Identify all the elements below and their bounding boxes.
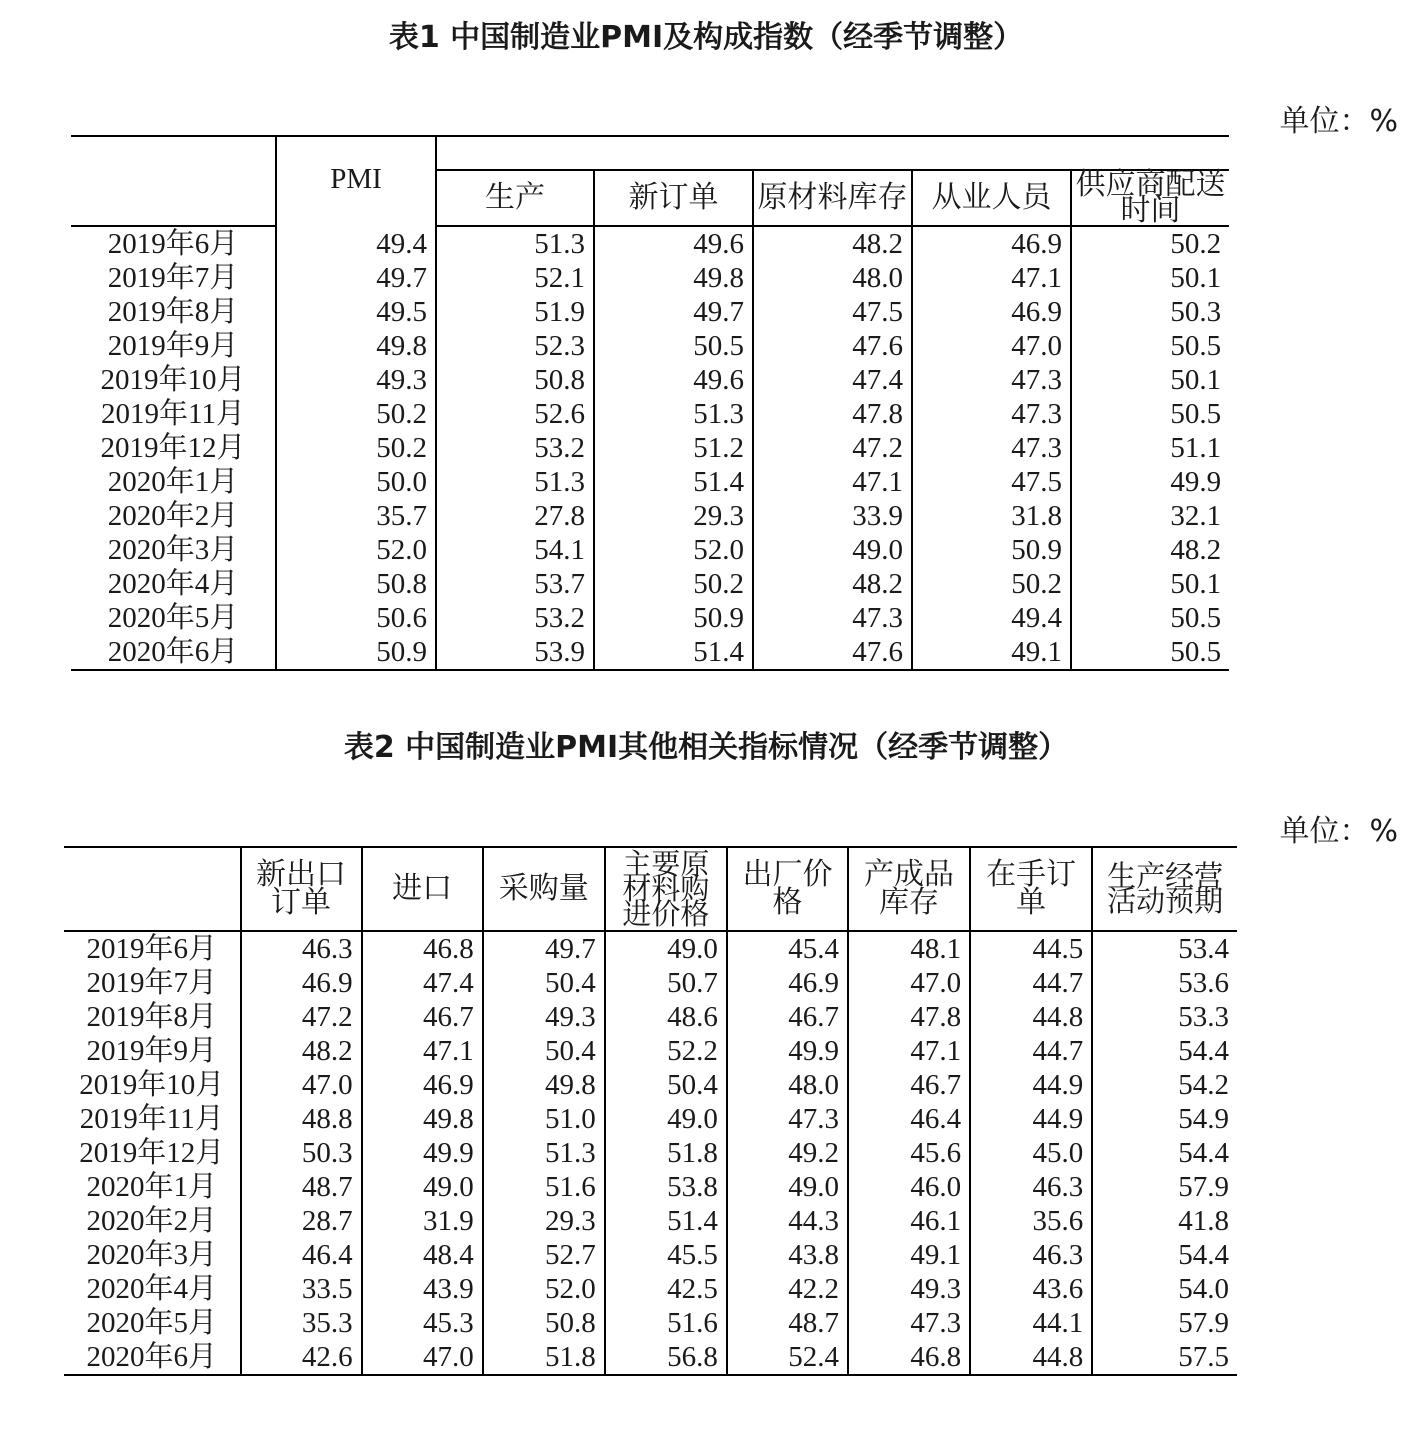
table1-cell: 48.0 bbox=[753, 261, 912, 295]
table1-cell: 47.5 bbox=[753, 295, 912, 329]
table1-cell: 31.8 bbox=[912, 499, 1071, 533]
table1-row bbox=[71, 567, 1229, 601]
table1-month: 2019年10月 bbox=[100, 364, 246, 396]
table1-row bbox=[71, 635, 1229, 670]
table2-cell: 48.2 bbox=[241, 1034, 362, 1068]
table2-cell: 49.1 bbox=[848, 1238, 970, 1272]
table2-cell: 51.4 bbox=[605, 1204, 727, 1238]
table1-header-1: 新订单 bbox=[594, 170, 753, 226]
table1-cell: 49.1 bbox=[912, 635, 1071, 670]
table1-cell: 47.3 bbox=[912, 397, 1071, 431]
table1-cell: 52.1 bbox=[436, 261, 594, 295]
table1-cell: 50.2 bbox=[276, 397, 436, 431]
table1-month: 2020年2月 bbox=[107, 500, 239, 532]
table1-cell: 49.3 bbox=[276, 363, 436, 397]
table1-corner-top bbox=[71, 136, 276, 170]
table1-cell: 50.1 bbox=[1071, 363, 1229, 397]
table2-month: 2020年2月 bbox=[86, 1205, 217, 1237]
table1-row bbox=[71, 329, 1229, 363]
table1-cell: 51.3 bbox=[436, 465, 594, 499]
table2-cell: 43.9 bbox=[362, 1272, 483, 1306]
table1-month: 2020年1月 bbox=[107, 466, 239, 498]
table2-cell: 49.0 bbox=[605, 1102, 727, 1136]
table1-cell: 47.6 bbox=[753, 329, 912, 363]
table2-row bbox=[64, 1306, 1237, 1340]
table1-cell: 47.5 bbox=[912, 465, 1071, 499]
table2-cell: 47.0 bbox=[848, 966, 970, 1000]
table2 bbox=[64, 846, 1237, 1376]
table2-cell: 29.3 bbox=[483, 1204, 605, 1238]
table1-cell: 47.0 bbox=[912, 329, 1071, 363]
table2-cell: 50.4 bbox=[483, 966, 605, 1000]
table2-cell: 47.4 bbox=[362, 966, 483, 1000]
table2-header-6: 在手订单 bbox=[970, 847, 1092, 931]
table2-cell: 42.6 bbox=[241, 1340, 362, 1375]
table2-row bbox=[64, 1340, 1237, 1375]
table2-cell: 49.2 bbox=[727, 1136, 848, 1170]
table2-unit: 单位：% bbox=[1279, 814, 1398, 849]
table2-cell: 44.1 bbox=[970, 1306, 1092, 1340]
table2-cell: 48.7 bbox=[241, 1170, 362, 1204]
table2-cell: 41.8 bbox=[1092, 1204, 1237, 1238]
table2-row bbox=[64, 966, 1237, 1000]
table2-cell: 46.9 bbox=[241, 966, 362, 1000]
table2-header-7: 生产经营活动预期 bbox=[1092, 847, 1237, 931]
table1-cell: 49.6 bbox=[594, 226, 753, 261]
table1-cell: 50.1 bbox=[1071, 261, 1229, 295]
table1-cell: 48.2 bbox=[1071, 533, 1229, 567]
table2-cell: 53.6 bbox=[1092, 966, 1237, 1000]
table2-cell: 57.9 bbox=[1092, 1170, 1237, 1204]
table2-cell: 54.4 bbox=[1092, 1136, 1237, 1170]
table1-cell: 47.4 bbox=[753, 363, 912, 397]
table1-cell: 50.9 bbox=[912, 533, 1071, 567]
table1-cell: 46.9 bbox=[912, 226, 1071, 261]
table2-row bbox=[64, 1238, 1237, 1272]
table2-row bbox=[64, 1170, 1237, 1204]
table1 bbox=[71, 135, 1229, 671]
table2-cell: 48.8 bbox=[241, 1102, 362, 1136]
table1-month: 2020年4月 bbox=[107, 568, 239, 600]
table2-cell: 46.9 bbox=[362, 1068, 483, 1102]
table2-month: 2020年5月 bbox=[86, 1307, 217, 1339]
table2-header-0: 新出口订单 bbox=[241, 847, 362, 931]
table1-month: 2019年11月 bbox=[101, 398, 245, 430]
table2-cell: 45.6 bbox=[848, 1136, 970, 1170]
table2-cell: 46.4 bbox=[241, 1238, 362, 1272]
table1-header-3: 从业人员 bbox=[912, 170, 1071, 226]
table2-cell: 57.5 bbox=[1092, 1340, 1237, 1375]
table1-cell: 49.8 bbox=[594, 261, 753, 295]
table1-month: 2019年8月 bbox=[107, 296, 239, 328]
table1-month: 2019年12月 bbox=[100, 432, 246, 464]
table1-cell: 51.1 bbox=[1071, 431, 1229, 465]
table2-row bbox=[64, 931, 1237, 966]
table1-cell: 47.8 bbox=[753, 397, 912, 431]
table2-cell: 47.8 bbox=[848, 1000, 970, 1034]
table2-cell: 50.8 bbox=[483, 1306, 605, 1340]
table1-cell: 52.6 bbox=[436, 397, 594, 431]
table1-cell: 49.7 bbox=[594, 295, 753, 329]
table1-cell: 48.2 bbox=[753, 226, 912, 261]
table2-row bbox=[64, 1136, 1237, 1170]
table2-cell: 51.6 bbox=[605, 1306, 727, 1340]
table1-cell: 50.1 bbox=[1071, 567, 1229, 601]
table1-cell: 50.2 bbox=[912, 567, 1071, 601]
table1-row bbox=[71, 295, 1229, 329]
table2-cell: 54.9 bbox=[1092, 1102, 1237, 1136]
table2-cell: 46.7 bbox=[848, 1068, 970, 1102]
table2-cell: 31.9 bbox=[362, 1204, 483, 1238]
table1-cell: 46.9 bbox=[912, 295, 1071, 329]
table2-cell: 44.7 bbox=[970, 966, 1092, 1000]
table1-cell: 49.6 bbox=[594, 363, 753, 397]
table2-cell: 43.6 bbox=[970, 1272, 1092, 1306]
table1-row bbox=[71, 533, 1229, 567]
table1-title: 表1 中国制造业PMI及构成指数（经季节调整） bbox=[388, 20, 1024, 55]
table1-cell: 48.2 bbox=[753, 567, 912, 601]
table1-month: 2020年5月 bbox=[107, 602, 239, 634]
table1-cell: 54.1 bbox=[436, 533, 594, 567]
table1-cell: 50.3 bbox=[1071, 295, 1229, 329]
table2-month: 2020年6月 bbox=[64, 1340, 241, 1375]
table2-cell: 46.7 bbox=[362, 1000, 483, 1034]
table2-month: 2020年3月 bbox=[86, 1239, 217, 1271]
table2-cell: 49.0 bbox=[727, 1170, 848, 1204]
table2-cell: 47.3 bbox=[727, 1102, 848, 1136]
table2-cell: 44.7 bbox=[970, 1034, 1092, 1068]
table1-cell: 50.6 bbox=[276, 601, 436, 635]
table2-cell: 49.3 bbox=[848, 1272, 970, 1306]
table2-cell: 51.0 bbox=[483, 1102, 605, 1136]
table2-cell: 52.7 bbox=[483, 1238, 605, 1272]
table1-header-group bbox=[436, 136, 1229, 170]
table1-cell: 47.3 bbox=[912, 363, 1071, 397]
table1-row bbox=[71, 261, 1229, 295]
table1-cell: 50.2 bbox=[1071, 226, 1229, 261]
table2-cell: 48.0 bbox=[727, 1068, 848, 1102]
table2-cell: 49.8 bbox=[362, 1102, 483, 1136]
table2-month: 2019年10月 bbox=[79, 1069, 225, 1101]
table1-row bbox=[71, 226, 1229, 261]
table2-cell: 45.4 bbox=[727, 931, 848, 966]
table1-cell: 50.8 bbox=[436, 363, 594, 397]
table1-row bbox=[71, 397, 1229, 431]
table2-cell: 54.0 bbox=[1092, 1272, 1237, 1306]
table1-cell: 29.3 bbox=[594, 499, 753, 533]
table2-cell: 49.9 bbox=[362, 1136, 483, 1170]
table2-month: 2020年4月 bbox=[86, 1273, 217, 1305]
table1-cell: 49.4 bbox=[276, 226, 436, 261]
table2-header-3: 主要原材料购进价格 bbox=[605, 847, 727, 931]
table1-cell: 50.2 bbox=[276, 431, 436, 465]
table1-cell: 47.1 bbox=[753, 465, 912, 499]
table2-cell: 46.3 bbox=[970, 1238, 1092, 1272]
table2-cell: 49.0 bbox=[605, 931, 727, 966]
table1-cell: 51.3 bbox=[594, 397, 753, 431]
table2-header-5: 产成品库存 bbox=[848, 847, 970, 931]
table1-cell: 51.9 bbox=[436, 295, 594, 329]
table1-cell: 52.0 bbox=[276, 533, 436, 567]
table1-cell: 50.5 bbox=[594, 329, 753, 363]
table2-cell: 42.2 bbox=[727, 1272, 848, 1306]
table1-month: 2020年6月 bbox=[71, 635, 276, 670]
table2-cell: 52.0 bbox=[483, 1272, 605, 1306]
table2-cell: 50.4 bbox=[483, 1034, 605, 1068]
table1-corner bbox=[71, 170, 276, 226]
table2-cell: 49.9 bbox=[727, 1034, 848, 1068]
table2-cell: 44.9 bbox=[970, 1102, 1092, 1136]
table2-row bbox=[64, 1272, 1237, 1306]
table2-cell: 51.3 bbox=[483, 1136, 605, 1170]
table1-cell: 50.8 bbox=[276, 567, 436, 601]
table2-cell: 51.8 bbox=[605, 1136, 727, 1170]
table2-month: 2019年7月 bbox=[86, 967, 217, 999]
table2-cell: 50.4 bbox=[605, 1068, 727, 1102]
table2-corner bbox=[64, 847, 241, 931]
table2-cell: 44.9 bbox=[970, 1068, 1092, 1102]
table1-row bbox=[71, 431, 1229, 465]
table2-cell: 47.0 bbox=[241, 1068, 362, 1102]
table2-row bbox=[64, 1204, 1237, 1238]
table2-cell: 53.8 bbox=[605, 1170, 727, 1204]
table1-cell: 33.9 bbox=[753, 499, 912, 533]
table1-cell: 49.7 bbox=[276, 261, 436, 295]
table2-cell: 53.3 bbox=[1092, 1000, 1237, 1034]
table2-cell: 50.7 bbox=[605, 966, 727, 1000]
table2-cell: 28.7 bbox=[241, 1204, 362, 1238]
table1-cell: 53.2 bbox=[436, 431, 594, 465]
table2-cell: 46.9 bbox=[727, 966, 848, 1000]
table2-cell: 49.8 bbox=[483, 1068, 605, 1102]
table1-month: 2019年6月 bbox=[107, 228, 239, 260]
table1-cell: 50.0 bbox=[276, 465, 436, 499]
table2-cell: 56.8 bbox=[605, 1340, 727, 1375]
table1-cell: 49.0 bbox=[753, 533, 912, 567]
table1-cell: 35.7 bbox=[276, 499, 436, 533]
table1-month: 2019年7月 bbox=[107, 262, 239, 294]
table1-header-pmi: PMI bbox=[276, 136, 436, 226]
table2-cell: 48.7 bbox=[727, 1306, 848, 1340]
table1-row bbox=[71, 499, 1229, 533]
table2-cell: 54.4 bbox=[1092, 1238, 1237, 1272]
table1-cell: 53.7 bbox=[436, 567, 594, 601]
table2-cell: 57.9 bbox=[1092, 1306, 1237, 1340]
table2-cell: 51.8 bbox=[483, 1340, 605, 1375]
table2-header-1: 进口 bbox=[362, 847, 483, 931]
table1-cell: 49.4 bbox=[912, 601, 1071, 635]
table2-cell: 51.6 bbox=[483, 1170, 605, 1204]
table1-cell: 47.6 bbox=[753, 635, 912, 670]
table2-cell: 44.3 bbox=[727, 1204, 848, 1238]
table2-cell: 47.2 bbox=[241, 1000, 362, 1034]
table2-cell: 54.2 bbox=[1092, 1068, 1237, 1102]
table2-cell: 46.8 bbox=[362, 931, 483, 966]
table2-cell: 35.3 bbox=[241, 1306, 362, 1340]
table2-cell: 46.3 bbox=[970, 1170, 1092, 1204]
table2-month: 2019年6月 bbox=[86, 933, 217, 965]
table2-month: 2019年8月 bbox=[86, 1001, 217, 1033]
table1-cell: 32.1 bbox=[1071, 499, 1229, 533]
table1-header-0: 生产 bbox=[436, 170, 594, 226]
table2-row bbox=[64, 1034, 1237, 1068]
table2-cell: 46.1 bbox=[848, 1204, 970, 1238]
table2-cell: 54.4 bbox=[1092, 1034, 1237, 1068]
table2-cell: 35.6 bbox=[970, 1204, 1092, 1238]
table2-row bbox=[64, 1068, 1237, 1102]
table2-cell: 52.4 bbox=[727, 1340, 848, 1375]
table2-cell: 44.8 bbox=[970, 1000, 1092, 1034]
table2-cell: 47.0 bbox=[362, 1340, 483, 1375]
table1-cell: 51.3 bbox=[436, 226, 594, 261]
table1-cell: 47.1 bbox=[912, 261, 1071, 295]
table1-cell: 52.0 bbox=[594, 533, 753, 567]
table2-cell: 45.0 bbox=[970, 1136, 1092, 1170]
table1-row bbox=[71, 601, 1229, 635]
table1-cell: 51.4 bbox=[594, 465, 753, 499]
table2-cell: 49.3 bbox=[483, 1000, 605, 1034]
table1-cell: 53.2 bbox=[436, 601, 594, 635]
table2-cell: 52.2 bbox=[605, 1034, 727, 1068]
table1-cell: 50.9 bbox=[276, 635, 436, 670]
table1-cell: 50.5 bbox=[1071, 397, 1229, 431]
table2-cell: 48.1 bbox=[848, 931, 970, 966]
table1-cell: 50.9 bbox=[594, 601, 753, 635]
table2-cell: 48.6 bbox=[605, 1000, 727, 1034]
table1-cell: 53.9 bbox=[436, 635, 594, 670]
table2-month: 2019年12月 bbox=[79, 1137, 225, 1169]
table2-cell: 46.4 bbox=[848, 1102, 970, 1136]
table1-month: 2020年3月 bbox=[107, 534, 239, 566]
table2-cell: 53.4 bbox=[1092, 931, 1237, 966]
table2-row bbox=[64, 1000, 1237, 1034]
table2-cell: 46.7 bbox=[727, 1000, 848, 1034]
table1-cell: 47.3 bbox=[753, 601, 912, 635]
table2-cell: 45.3 bbox=[362, 1306, 483, 1340]
table1-cell: 49.8 bbox=[276, 329, 436, 363]
table2-cell: 47.3 bbox=[848, 1306, 970, 1340]
table1-cell: 47.3 bbox=[912, 431, 1071, 465]
table2-cell: 45.5 bbox=[605, 1238, 727, 1272]
table1-unit: 单位：% bbox=[1279, 104, 1398, 139]
table2-cell: 46.8 bbox=[848, 1340, 970, 1375]
table2-cell: 47.1 bbox=[848, 1034, 970, 1068]
table2-cell: 50.3 bbox=[241, 1136, 362, 1170]
table2-title: 表2 中国制造业PMI其他相关指标情况（经季节调整） bbox=[343, 730, 1069, 765]
table1-cell: 52.3 bbox=[436, 329, 594, 363]
table1-header-2: 原材料库存 bbox=[753, 170, 912, 226]
table2-header-4: 出厂价格 bbox=[727, 847, 848, 931]
table1-cell: 50.5 bbox=[1071, 635, 1229, 670]
table2-cell: 43.8 bbox=[727, 1238, 848, 1272]
table1-row bbox=[71, 465, 1229, 499]
table1-cell: 50.2 bbox=[594, 567, 753, 601]
table1-cell: 47.2 bbox=[753, 431, 912, 465]
table1-cell: 27.8 bbox=[436, 499, 594, 533]
table2-month: 2019年11月 bbox=[79, 1103, 224, 1135]
table2-cell: 48.4 bbox=[362, 1238, 483, 1272]
table2-row bbox=[64, 1102, 1237, 1136]
table1-cell: 51.2 bbox=[594, 431, 753, 465]
table2-cell: 44.5 bbox=[970, 931, 1092, 966]
table2-cell: 46.3 bbox=[241, 931, 362, 966]
table2-header-2: 采购量 bbox=[483, 847, 605, 931]
table1-cell: 49.5 bbox=[276, 295, 436, 329]
table2-cell: 49.0 bbox=[362, 1170, 483, 1204]
table1-cell: 49.9 bbox=[1071, 465, 1229, 499]
table1-cell: 50.5 bbox=[1071, 329, 1229, 363]
table2-month: 2020年1月 bbox=[86, 1171, 217, 1203]
table2-cell: 44.8 bbox=[970, 1340, 1092, 1375]
table2-cell: 47.1 bbox=[362, 1034, 483, 1068]
table1-cell: 51.4 bbox=[594, 635, 753, 670]
table1-month: 2019年9月 bbox=[107, 330, 239, 362]
table1-cell: 50.5 bbox=[1071, 601, 1229, 635]
table2-month: 2019年9月 bbox=[86, 1035, 217, 1067]
table1-row bbox=[71, 363, 1229, 397]
table2-cell: 33.5 bbox=[241, 1272, 362, 1306]
table2-cell: 49.7 bbox=[483, 931, 605, 966]
table2-cell: 46.0 bbox=[848, 1170, 970, 1204]
table1-header-4: 供应商配送时间 bbox=[1071, 170, 1229, 226]
table2-cell: 42.5 bbox=[605, 1272, 727, 1306]
